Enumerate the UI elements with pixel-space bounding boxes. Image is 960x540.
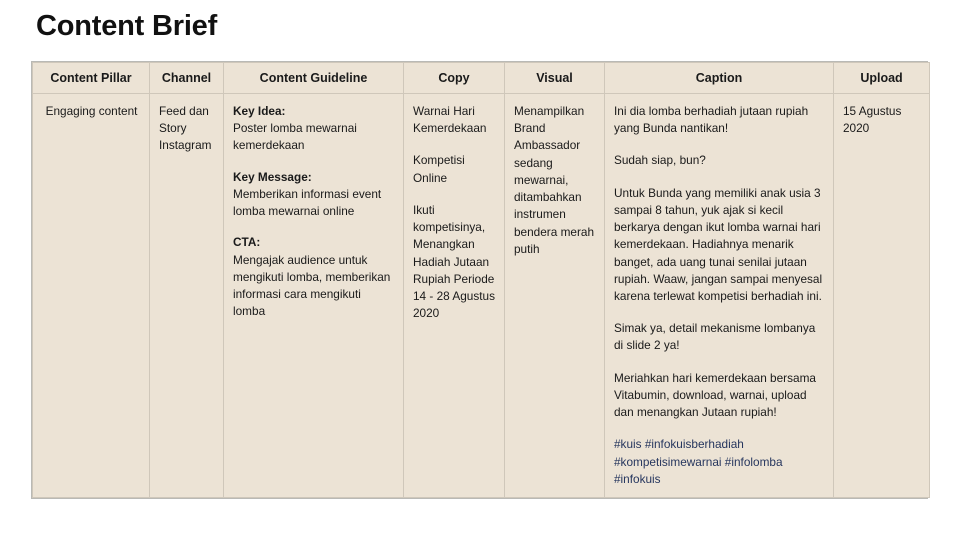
cell-copy <box>404 94 505 498</box>
column-header-caption: Caption <box>605 63 834 94</box>
page-title: Content Brief <box>36 10 218 42</box>
cell-content-guideline <box>224 94 404 498</box>
copy-line: Kompetisi Online <box>413 153 465 185</box>
guideline-text: Memberikan informasi event lomba mewarnai online <box>233 186 382 219</box>
cell-channel: Feed dan Story Instagram <box>150 94 224 498</box>
guideline-label: Key Message: <box>233 169 312 184</box>
column-header-copy: Copy <box>404 63 505 94</box>
table-header-row <box>33 63 930 94</box>
cell-upload: 15 Agustus 2020 <box>834 94 930 498</box>
guideline-label: Key Idea: <box>233 104 286 118</box>
caption-paragraph: Ini dia lomba berhadiah jutaan rupiah yang Bunda nantikan! <box>614 104 809 136</box>
cell-caption <box>605 94 834 498</box>
caption-paragraph: Untuk Bunda yang memiliki anak usia 3 sampai 8 tahun, yuk ajak si kecil berkarya dengan ikut lomba warnai hari kemerdekaan. Hadiahnya menarik banget, ada uang tunai senilai jutaan rupiah. Waaw, jangan sampai menyesal karena terlewat kompetisi berhadiah ini. <box>614 185 823 303</box>
column-header-content-guideline: Content Guideline <box>224 63 404 94</box>
guideline-text: Poster lomba mewarnai kemerdekaan <box>233 121 357 153</box>
caption-paragraph: Meriahkan hari kemerdekaan bersama Vitabumin, download, warnai, upload dan menangkan Jutaan rupiah! <box>614 370 816 420</box>
column-header-content-pillar: Content Pillar <box>33 63 150 94</box>
hashtag-line: #kompetisimewarnai #infolomba <box>614 454 783 469</box>
guideline-label: CTA: <box>233 235 261 250</box>
table-row <box>33 94 930 498</box>
hashtag-line: #infokuis <box>614 471 661 486</box>
guideline-cta <box>233 234 395 320</box>
column-header-visual: Visual <box>505 63 605 94</box>
cell-visual: Menampilkan Brand Ambassador sedang mewarnai, ditambahkan instrumen bendera merah putih <box>505 94 605 498</box>
content-brief-table <box>32 62 930 498</box>
caption-hashtags <box>614 436 825 488</box>
copy-line: Ikuti kompetisinya, Menangkan Hadiah Jutaan Rupiah Periode 14 - 28 Agustus 2020 <box>413 202 495 321</box>
caption-paragraph: Simak ya, detail mekanisme lombanya di slide 2 ya! <box>614 321 816 353</box>
column-header-channel: Channel <box>150 63 224 94</box>
caption-paragraph: Sudah siap, bun? <box>614 153 706 168</box>
copy-line: Warnai Hari Kemerdekaan <box>413 104 487 136</box>
guideline-key-message <box>233 169 395 221</box>
cell-content-pillar: Engaging content <box>33 94 150 498</box>
content-brief-table-container <box>31 61 928 499</box>
guideline-key-idea <box>233 103 395 155</box>
guideline-text: Mengajak audience untuk mengikuti lomba, memberikan informasi cara mengikuti lomba <box>233 252 391 319</box>
hashtag-line: #kuis #infokuisberhadiah <box>614 437 744 452</box>
column-header-upload: Upload <box>834 63 930 94</box>
